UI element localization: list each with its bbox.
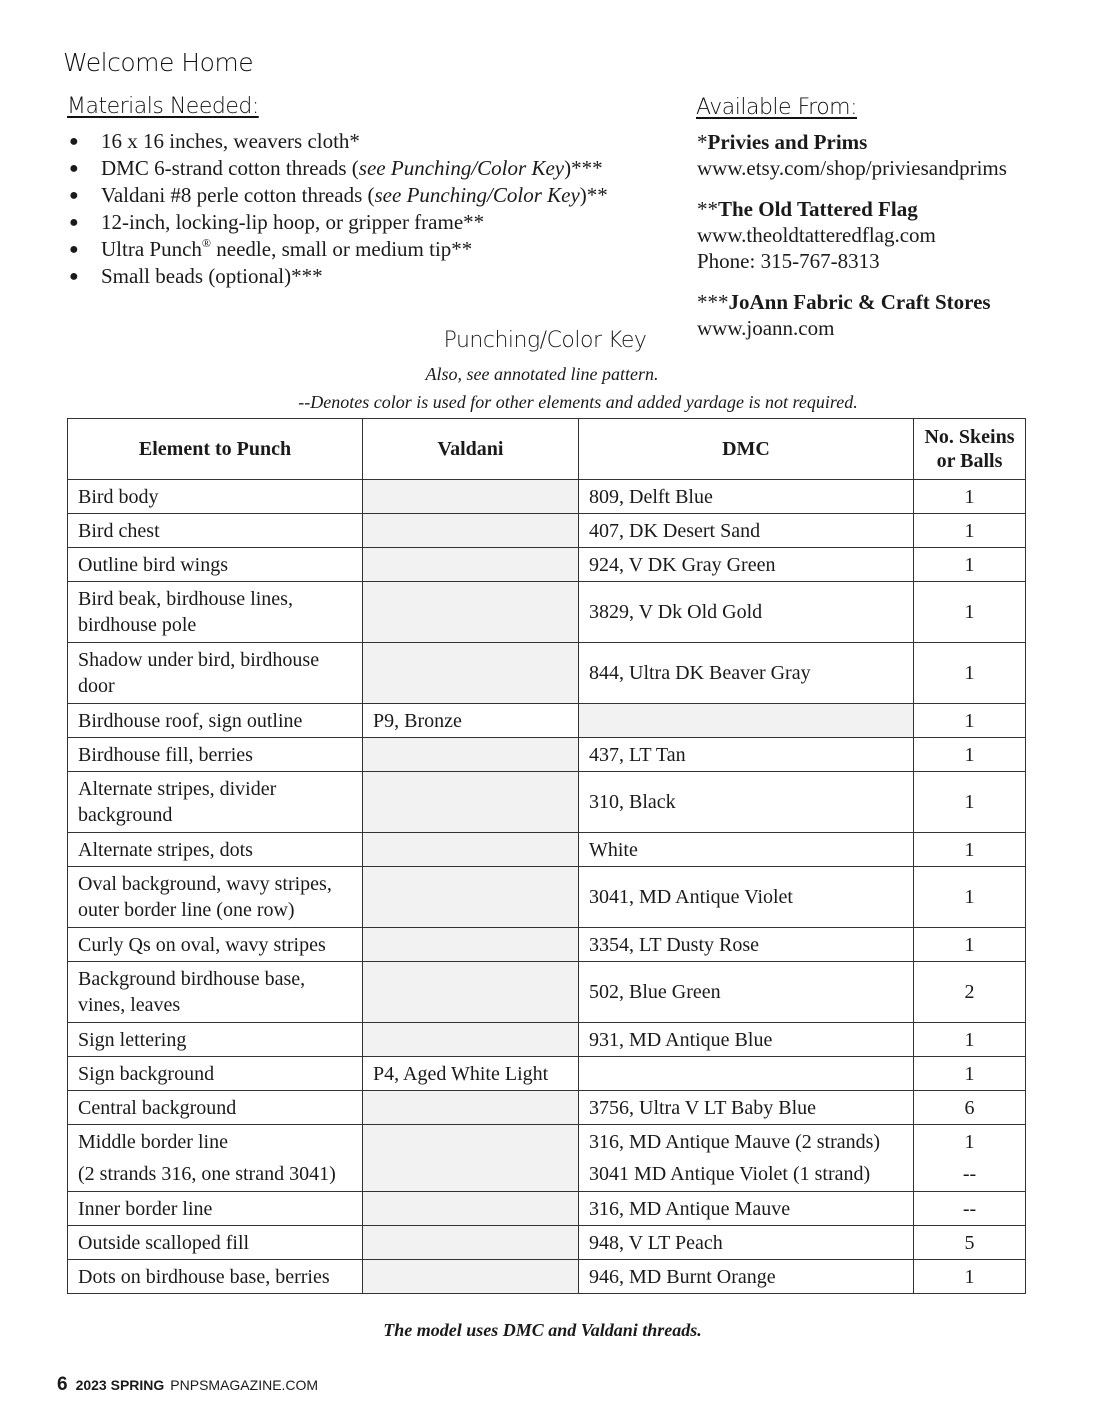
vendor-name: JoAnn Fabric & Craft Stores <box>728 290 991 314</box>
magazine-site: PNPSMAGAZINE.COM <box>170 1377 319 1393</box>
cell-element: Alternate stripes, divider background <box>68 772 363 833</box>
vendor-url[interactable]: www.theoldtatteredflag.com <box>697 223 936 247</box>
color-key-table <box>67 418 1026 1294</box>
table-row <box>68 833 1026 867</box>
vendor-name: Privies and Prims <box>707 130 868 154</box>
table-row <box>68 514 1026 548</box>
table-row <box>68 1260 1026 1294</box>
materials-item-emphasis: see Punching/Color Key <box>358 156 565 180</box>
cell-dmc <box>579 1125 914 1192</box>
table-row <box>68 582 1026 643</box>
table-row <box>68 480 1026 514</box>
cell-quantity: 1 <box>914 514 1026 548</box>
cell-valdani <box>363 962 579 1023</box>
table-row <box>68 962 1026 1023</box>
vendor-url[interactable]: www.etsy.com/shop/priviesandprims <box>697 156 1007 180</box>
cell-element: Bird body <box>68 480 363 514</box>
table-row <box>68 867 1026 928</box>
cell-element: Outline bird wings <box>68 548 363 582</box>
cell-valdani <box>363 928 579 962</box>
column-header-dmc: DMC <box>579 419 914 480</box>
cell-dmc: 931, MD Antique Blue <box>579 1023 914 1057</box>
cell-valdani <box>363 1125 579 1192</box>
cell-dmc: 3756, Ultra V LT Baby Blue <box>579 1091 914 1125</box>
color-key-title-text: Punching/Color Key <box>443 328 647 353</box>
cell-dmc: 844, Ultra DK Beaver Gray <box>579 643 914 704</box>
bullet-icon: ● <box>69 268 79 285</box>
cell-dmc-line: 316, MD Antique Mauve (2 strands) <box>589 1131 881 1153</box>
vendor-mark: *** <box>697 290 729 314</box>
cell-quantity: 1 <box>914 1023 1026 1057</box>
vendor-mark: * <box>697 130 708 154</box>
cell-valdani <box>363 643 579 704</box>
materials-item-text: Valdani #8 perle cotton threads ( <box>101 183 375 207</box>
cell-valdani <box>363 1023 579 1057</box>
materials-heading: Materials Needed: <box>67 94 259 119</box>
materials-item <box>67 209 608 236</box>
table-row <box>68 1091 1026 1125</box>
table-row <box>68 548 1026 582</box>
cell-element: Shadow under bird, birdhouse door <box>68 643 363 704</box>
vendor-mark: ** <box>697 197 718 221</box>
table-row <box>68 772 1026 833</box>
table-row <box>68 1226 1026 1260</box>
table-row <box>68 1192 1026 1226</box>
column-header-skeins: No. Skeins or Balls <box>914 419 1026 480</box>
vendor-name: The Old Tattered Flag <box>718 197 918 221</box>
vendor-url[interactable]: www.joann.com <box>697 316 835 340</box>
cell-valdani <box>363 833 579 867</box>
table-row <box>68 1125 1026 1192</box>
cell-element: Bird chest <box>68 514 363 548</box>
page-title: Welcome Home <box>63 48 254 77</box>
vendor-phone: Phone: 315-767-8313 <box>697 249 880 273</box>
table-row <box>68 1057 1026 1091</box>
table-header-row <box>68 419 1026 480</box>
cell-dmc: 924, V DK Gray Green <box>579 548 914 582</box>
materials-list <box>67 128 608 290</box>
cell-valdani <box>363 1226 579 1260</box>
materials-item-text: 16 x 16 inches, weavers cloth* <box>101 129 360 153</box>
cell-quantity: 1 <box>914 738 1026 772</box>
cell-quantity: -- <box>914 1192 1026 1226</box>
materials-item <box>67 155 608 182</box>
cell-valdani: P9, Bronze <box>363 704 579 738</box>
cell-valdani <box>363 1260 579 1294</box>
cell-valdani <box>363 480 579 514</box>
cell-quantity: 5 <box>914 1226 1026 1260</box>
cell-valdani <box>363 867 579 928</box>
cell-element: Oval background, wavy stripes, outer border line (one row) <box>68 867 363 928</box>
cell-element: Alternate stripes, dots <box>68 833 363 867</box>
table-row <box>68 643 1026 704</box>
cell-element: Sign background <box>68 1057 363 1091</box>
cell-quantity: 2 <box>914 962 1026 1023</box>
materials-item <box>67 263 608 290</box>
page-number: 6 <box>57 1374 68 1395</box>
cell-dmc <box>579 704 914 738</box>
cell-quantity: 1 <box>914 480 1026 514</box>
cell-element: Dots on birdhouse base, berries <box>68 1260 363 1294</box>
cell-dmc: 3041, MD Antique Violet <box>579 867 914 928</box>
cell-dmc: 310, Black <box>579 772 914 833</box>
cell-valdani <box>363 514 579 548</box>
cell-dmc: 437, LT Tan <box>579 738 914 772</box>
cell-valdani <box>363 772 579 833</box>
cell-element: Inner border line <box>68 1192 363 1226</box>
cell-quantity: 1 <box>914 1057 1026 1091</box>
cell-dmc: White <box>579 833 914 867</box>
bullet-icon: ● <box>69 160 79 177</box>
cell-dmc: 3354, LT Dusty Rose <box>579 928 914 962</box>
cell-dmc: 502, Blue Green <box>579 962 914 1023</box>
cell-element: Central background <box>68 1091 363 1125</box>
cell-element: Sign lettering <box>68 1023 363 1057</box>
cell-quantity-line: 1 <box>964 1131 975 1153</box>
materials-item-text: )** <box>579 183 608 207</box>
cell-valdani <box>363 1091 579 1125</box>
cell-element: Bird beak, birdhouse lines, birdhouse pole <box>68 582 363 643</box>
materials-item <box>67 236 608 263</box>
materials-item-text: Ultra Punch <box>101 237 202 261</box>
materials-item <box>67 128 608 155</box>
materials-item-text: Small beads (optional)*** <box>101 264 323 288</box>
color-key-note: Also, see annotated line pattern. <box>425 364 659 384</box>
cell-quantity-line: -- <box>962 1163 977 1185</box>
cell-element <box>68 1125 363 1192</box>
column-header-valdani: Valdani <box>363 419 579 480</box>
materials-item-text: 12-inch, locking-lip hoop, or gripper frame** <box>101 210 485 234</box>
cell-quantity: 6 <box>914 1091 1026 1125</box>
color-key-body <box>68 480 1026 1294</box>
cell-valdani <box>363 1192 579 1226</box>
cell-dmc <box>579 1057 914 1091</box>
table-row <box>68 738 1026 772</box>
materials-item <box>67 182 608 209</box>
cell-element: Outside scalloped fill <box>68 1226 363 1260</box>
vendor-privies-and-prims <box>697 129 1007 181</box>
cell-quantity: 1 <box>914 643 1026 704</box>
cell-quantity: 1 <box>914 1260 1026 1294</box>
available-from-heading: Available From: <box>696 95 857 120</box>
cell-quantity: 1 <box>914 548 1026 582</box>
issue-label: 2023 SPRING <box>75 1377 165 1393</box>
model-thread-note: The model uses DMC and Valdani threads. <box>383 1320 702 1340</box>
cell-quantity: 1 <box>914 772 1026 833</box>
cell-element: Birdhouse fill, berries <box>68 738 363 772</box>
vendor-old-tattered-flag <box>697 196 936 274</box>
cell-dmc: 407, DK Desert Sand <box>579 514 914 548</box>
cell-valdani: P4, Aged White Light <box>363 1057 579 1091</box>
cell-dmc: 946, MD Burnt Orange <box>579 1260 914 1294</box>
cell-quantity: 1 <box>914 704 1026 738</box>
cell-element-line: Middle border line <box>78 1131 228 1153</box>
cell-dmc: 809, Delft Blue <box>579 480 914 514</box>
color-key-legend-note: --Denotes color is used for other elements and added yardage is not required. <box>298 392 858 412</box>
bullet-icon: ● <box>69 187 79 204</box>
cell-dmc-line: 3041 MD Antique Violet (1 strand) <box>589 1163 871 1185</box>
cell-quantity: 1 <box>914 582 1026 643</box>
cell-dmc: 3829, V Dk Old Gold <box>579 582 914 643</box>
cell-element: Background birdhouse base, vines, leaves <box>68 962 363 1023</box>
cell-valdani <box>363 738 579 772</box>
table-row <box>68 704 1026 738</box>
cell-valdani <box>363 582 579 643</box>
cell-quantity: 1 <box>914 867 1026 928</box>
cell-element-line: (2 strands 316, one strand 3041) <box>78 1163 336 1185</box>
cell-quantity: 1 <box>914 928 1026 962</box>
cell-quantity <box>914 1125 1026 1192</box>
column-header-element: Element to Punch <box>68 419 363 480</box>
cell-quantity: 1 <box>914 833 1026 867</box>
page-folio <box>57 1374 318 1396</box>
registered-mark: ® <box>201 236 212 250</box>
table-row <box>68 1023 1026 1057</box>
color-key-title <box>0 328 1090 353</box>
materials-item-text: )*** <box>564 156 603 180</box>
bullet-icon: ● <box>69 214 79 231</box>
cell-element: Curly Qs on oval, wavy stripes <box>68 928 363 962</box>
bullet-icon: ● <box>69 241 79 258</box>
table-row <box>68 928 1026 962</box>
cell-valdani <box>363 548 579 582</box>
cell-dmc: 948, V LT Peach <box>579 1226 914 1260</box>
bullet-icon: ● <box>69 133 79 150</box>
materials-item-text: DMC 6-strand cotton threads ( <box>101 156 359 180</box>
cell-dmc: 316, MD Antique Mauve <box>579 1192 914 1226</box>
materials-item-emphasis: see Punching/Color Key <box>374 183 580 207</box>
materials-item-text: needle, small or medium tip** <box>211 237 473 261</box>
cell-element: Birdhouse roof, sign outline <box>68 704 363 738</box>
